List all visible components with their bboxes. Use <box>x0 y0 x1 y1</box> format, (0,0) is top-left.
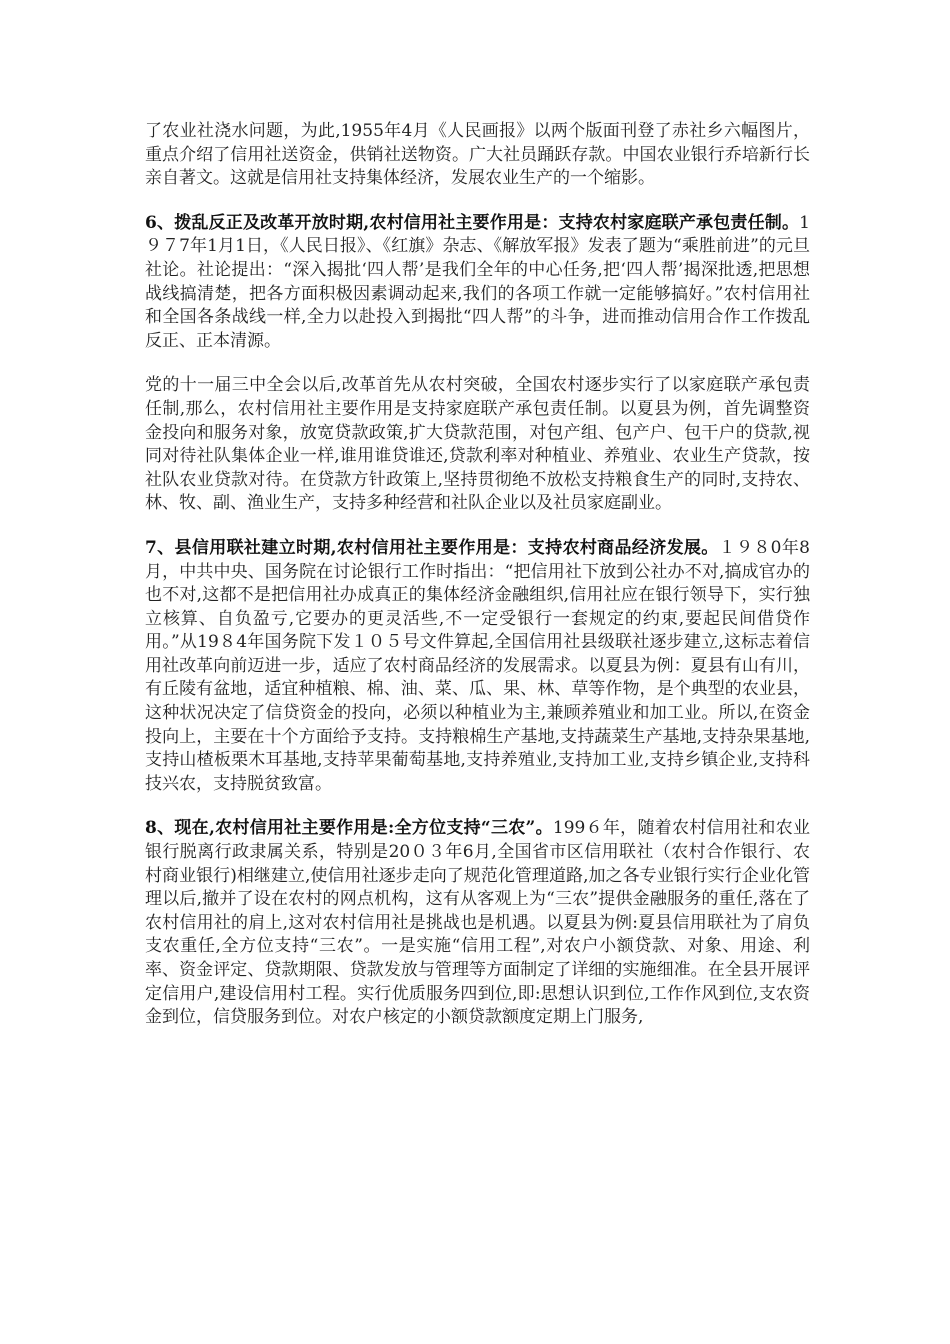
paragraph-2 <box>145 212 810 354</box>
paragraph-1-body: 了农业社浇水问题，为此,1955年4月《人民画报》以两个版面刊登了赤社乡六幅图片，重点介绍了信用社送资金，供销社送物资。广大社员踊跃存款。中国农业银行乔培新行长亲自著文。这就是信用社支持集体经济，发展农业生产的一个缩影。 <box>145 121 810 189</box>
paragraph-4 <box>145 537 810 797</box>
section-7-heading: 7、县信用联社建立时期,农村信用社主要作用是：支持农村商品经济发展。 <box>145 537 719 558</box>
paragraph-3 <box>145 374 810 516</box>
paragraph-5-body: 199６年，随着农村信用社和农业银行脱离行政隶属关系，特别是20０３年6月,全国省市区信用联社（农村合作银行、农村商业银行)相继建立,使信用社逐步走向了规范化管理道路,加之各专业银行实行企业化管理以后,撤并了设在农村的网点机构，这有从客观上为“三农”提供金融服务的重任,落在了农村信用社的肩上,这对农村信用社是挑战也是机遇。以夏县为例:夏县信用联社为了肩负支农重任,全方位支持“三农”。一是实施“信用工程”,对农户小额贷款、对象、用途、利率、资金评定、贷款期限、贷款发放与管理等方面制定了详细的实施细准。在全县开展评定信用户,建设信用村工程。实行优质服务四到位,即:思想认识到位,工作作风到位,支农资金到位，信贷服务到位。对农户核定的小额贷款额度定期上门服务, <box>145 818 810 1028</box>
paragraph-5 <box>145 817 810 1029</box>
section-8-heading: 8、现在,农村信用社主要作用是:全方位支持“三农”。 <box>145 818 553 839</box>
paragraph-2-body: 1９７7年1月1日，《人民日报》、《红旗》杂志、《解放军报》发表了题为“乘胜前进”的元旦社论。社论提出：“深入揭批‘四人帮’是我们全年的中心任务,把‘四人帮’揭深批透,把思想战线搞清楚，把各方面积极因素调动起来,我们的各项工作就一定能够搞好。”农村信用社和全国各条战线一样,全力以赴投入到揭批“四人帮”的斗争，进而推动信用合作工作拨乱反正、正本清源。 <box>145 212 810 351</box>
paragraph-4-body: １９８0年8月，中共中央、国务院在讨论银行工作时指出：“把信用社下放到公社办不对,搞成官办的也不对,这都不是把信用社办成真正的集体经济金融组织,信用社应在银行领导下，实行独立核算、自负盈亏,它要办的更灵活些,不一定受银行一套规定的约束,要起民间借贷作用。”从19８4年国务院下发１０５号文件算起,全国信用社县级联社逐步建立,这标志着信用社改革向前迈进一步，适应了农村商品经济的发展需求。以夏县为例：夏县有山有川，有丘陵有盆地，适宜种植粮、棉、油、菜、瓜、果、林、草等作物，是个典型的农业县，这种状况决定了信贷资金的投向，必须以种植业为主,兼顾养殖业和加工业。所以,在资金投向上，主要在十个方面给予支持。支持粮棉生产基地,支持蔬菜生产基地,支持杂果基地,支持山楂板栗木耳基地,支持苹果葡萄基地,支持养殖业,支持加工业,支持乡镇企业,支持科技兴农，支持脱贫致富。 <box>145 537 811 794</box>
paragraph-3-body: 党的十一届三中全会以后,改革首先从农村突破，全国农村逐步实行了以家庭联产承包责任制,那么，农村信用社主要作用是支持家庭联产承包责任制。以夏县为例，首先调整资金投向和服务对象，放宽贷款政策,扩大贷款范围，对包产组、包产户、包干户的贷款,视同对待社队集体企业一样,谁用谁贷谁还,贷款利率对种植业、养殖业、农业生产贷款，按社队农业贷款对待。在贷款方针政策上,坚持贯彻绝不放松支持粮食生产的同时,支持农、林、牧、副、渔业生产，支持多种经营和社队企业以及社员家庭副业。 <box>145 375 810 514</box>
paragraph-1 <box>145 120 810 191</box>
document-page <box>145 120 810 1051</box>
section-6-heading: 6、拨乱反正及改革开放时期,农村信用社主要作用是：支持农村家庭联产承包责任制。 <box>145 212 800 233</box>
